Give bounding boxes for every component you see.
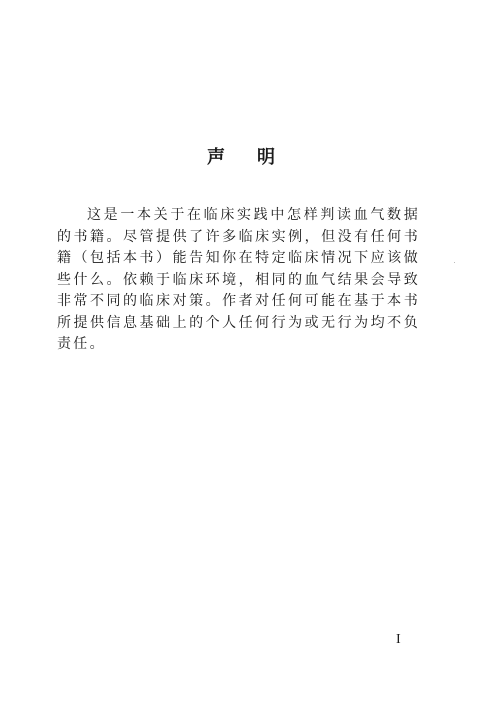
page-title: 声明 <box>207 147 307 168</box>
disclaimer-paragraph: 这是一本关于在临床实践中怎样判读血气数据的书籍。尽管提供了许多临床实例，但没有任何书籍（包括本书）能告知你在特定临床情况下应该做些什么。依赖于临床环境，相同的血气结果会导致非常不同的临床对策。作者对任何可能在基于本书所提供信息基础上的个人任何行为或无行为均不负责任。 <box>57 207 420 352</box>
scan-speck <box>454 262 455 263</box>
page-number: I <box>396 632 401 647</box>
